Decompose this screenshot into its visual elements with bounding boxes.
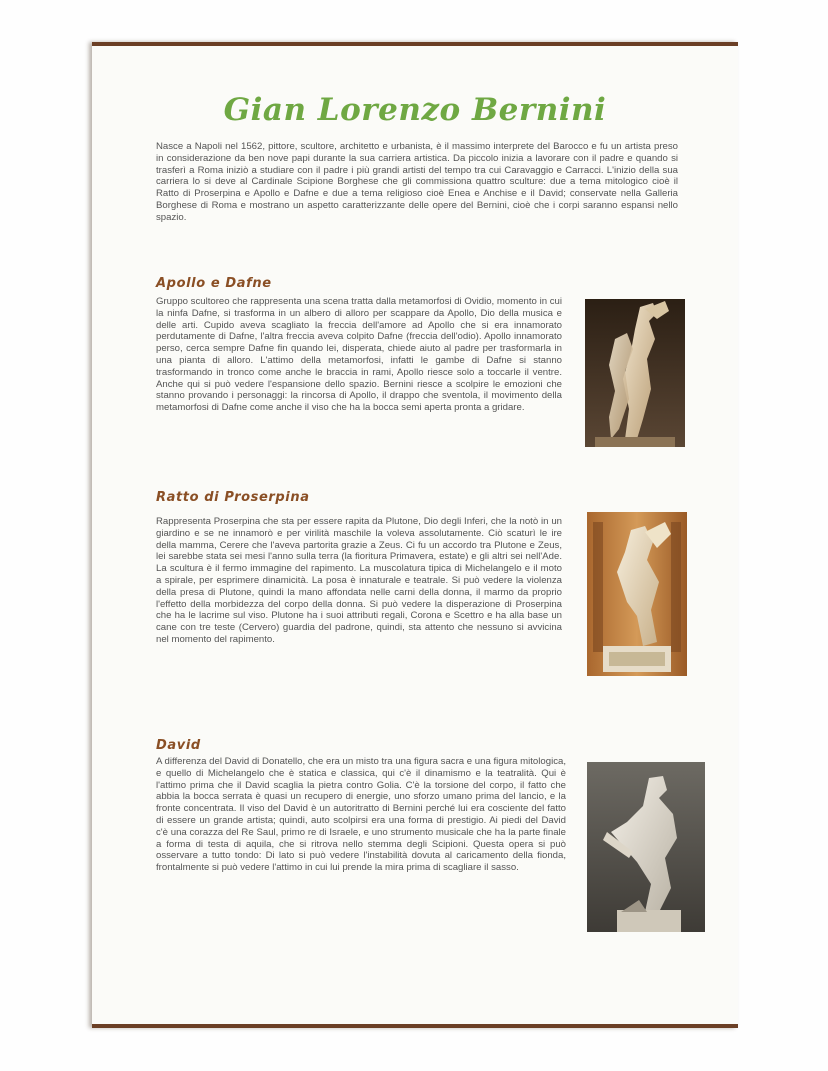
apollo-dafne-sculpture-photo xyxy=(585,299,685,447)
section-title-apollo-dafne: Apollo e Dafne xyxy=(156,276,272,291)
document-sheet xyxy=(92,42,738,1028)
section-text-david: A differenza del David di Donatello, che era un misto tra una figura sacra e una figura mitologica, e quello di Michelangelo che è statica e classica, qui c'è il dinamismo e la teatralità. Qui è l'attimo prima che il David scaglia la pietra contro Golia. C'è la torsione del corpo, il fatto che abbia la bocca serrata è quasi un recupero di energie, uno sforzo umano prima del lancio, e la fronte concentrata. Il viso del David è un autoritratto di Bernini perché lui era cosciente del fatto di essere un grande artista; quindi, auto scolpirsi era una forma di prestigio. Ai piedi del David c'è una corazza del Re Saul, primo re di Israele, e uno strumento musicale che ha la parte finale a forma di testa di aquila, che si ritrova nello stemma degli Scipioni. Questa opera si può osservare a tutto tondo: Di lato si può vedere l'instabilità dovuta al caricamento della fionda, frontalmente si può vedere l'attimo in cui lui prende la mira prima di scagliare il sasso. xyxy=(156,756,566,874)
intro-paragraph: Nasce a Napoli nel 1562, pittore, scultore, architetto e urbanista, è il massimo interprete del Barocco e fu un artista preso in considerazione da ben nove papi durante la sua carriera artistica. Da piccolo inizia a lavorare con il padre e quando si trasferì a Roma iniziò a studiare con il padre i più grandi artisti del tempo tra cui Caravaggio e Carracci. L'inizio della sua carriera lo si deve al Cardinale Scipione Borghese che gli commissiona quattro sculture: due a tema mitologico cioè il Ratto di Proserpina e Apollo e Dafne e due a tema religioso cioè Enea e Anchise e il David; conservate nella Galleria Borghese di Roma e mostrano un aspetto caratterizzante delle opere del Bernini, cioè che i corpi saranno espansi nello spazio. xyxy=(156,141,678,223)
david-sculpture-photo xyxy=(587,762,705,932)
section-title-ratto-proserpina: Ratto di Proserpina xyxy=(156,490,310,505)
section-text-apollo-dafne: Gruppo scultoreo che rappresenta una scena tratta dalla metamorfosi di Ovidio, momento in cui la ninfa Dafne, si trasforma in un albero di alloro per scappare da Apollo, Dio della musica e delle arti. Cupido aveva scagliato la freccia dell'amore ad Apollo che si era innamorato perdutamente di Dafne, l'altra freccia aveva colpito Dafne (freccia dell'odio). Apollo innamorato perso, cerca sempre Dafne fin quando lei, disperata, chiede aiuto al padre per trasformarla in una pianta di alloro. L'attimo della metamorfosi, infatti le gambe di Dafne si stanno trasformando in tronco come anche le braccia in rami, Apollo riesce solo a toccarle il ventre. Anche qui si può vedere l'espansione dello spazio. Bernini riesce a scolpire le emozioni che stanno provando i personaggi: la rincorsa di Apollo, il drappo che sventola, il movimento della metamorfosi di Dafne come anche il viso che ha la bocca semi aperta pronta a gridare. xyxy=(156,296,562,414)
ratto-proserpina-sculpture-photo xyxy=(587,512,687,676)
document-title: Gian Lorenzo Bernini xyxy=(223,92,607,128)
section-title-david: David xyxy=(156,738,201,753)
section-text-ratto-proserpina: Rappresenta Proserpina che sta per essere rapita da Plutone, Dio degli Inferi, che la notò in un giardino e se ne innamorò e per virilità maschile la voleva assolutamente. Ciò scaturì le ire della mamma, Cerere che l'aveva partorita grazie a Zeus. Ci fu un accordo tra Plutone e Zeus, lei sarebbe stata sei mesi l'anno sulla terra (la fioritura Primavera, estate) e gli altri sei nell'Ade. La scultura è il fermo immagine del rapimento. La muscolatura tipica di Michelangelo e il moto a spirale, per esprimere dinamicità. La posa è innaturale e teatrale. Si può vedere la violenza della presa di Plutone, quindi la mano affondata nelle carni della donna, il marmo da proprio l'effetto della morbidezza del corpo della donna. Si può vedere la disperazione di Proserpina che ha le lacrime sul viso. Plutone ha i suoi attributi regali, Corona e Scettro e ha alla base un cane con tre teste (Cervero) guardia del padrone, quindi, sta attento che nessuno si avvicina nel momento del rapimento. xyxy=(156,516,562,645)
